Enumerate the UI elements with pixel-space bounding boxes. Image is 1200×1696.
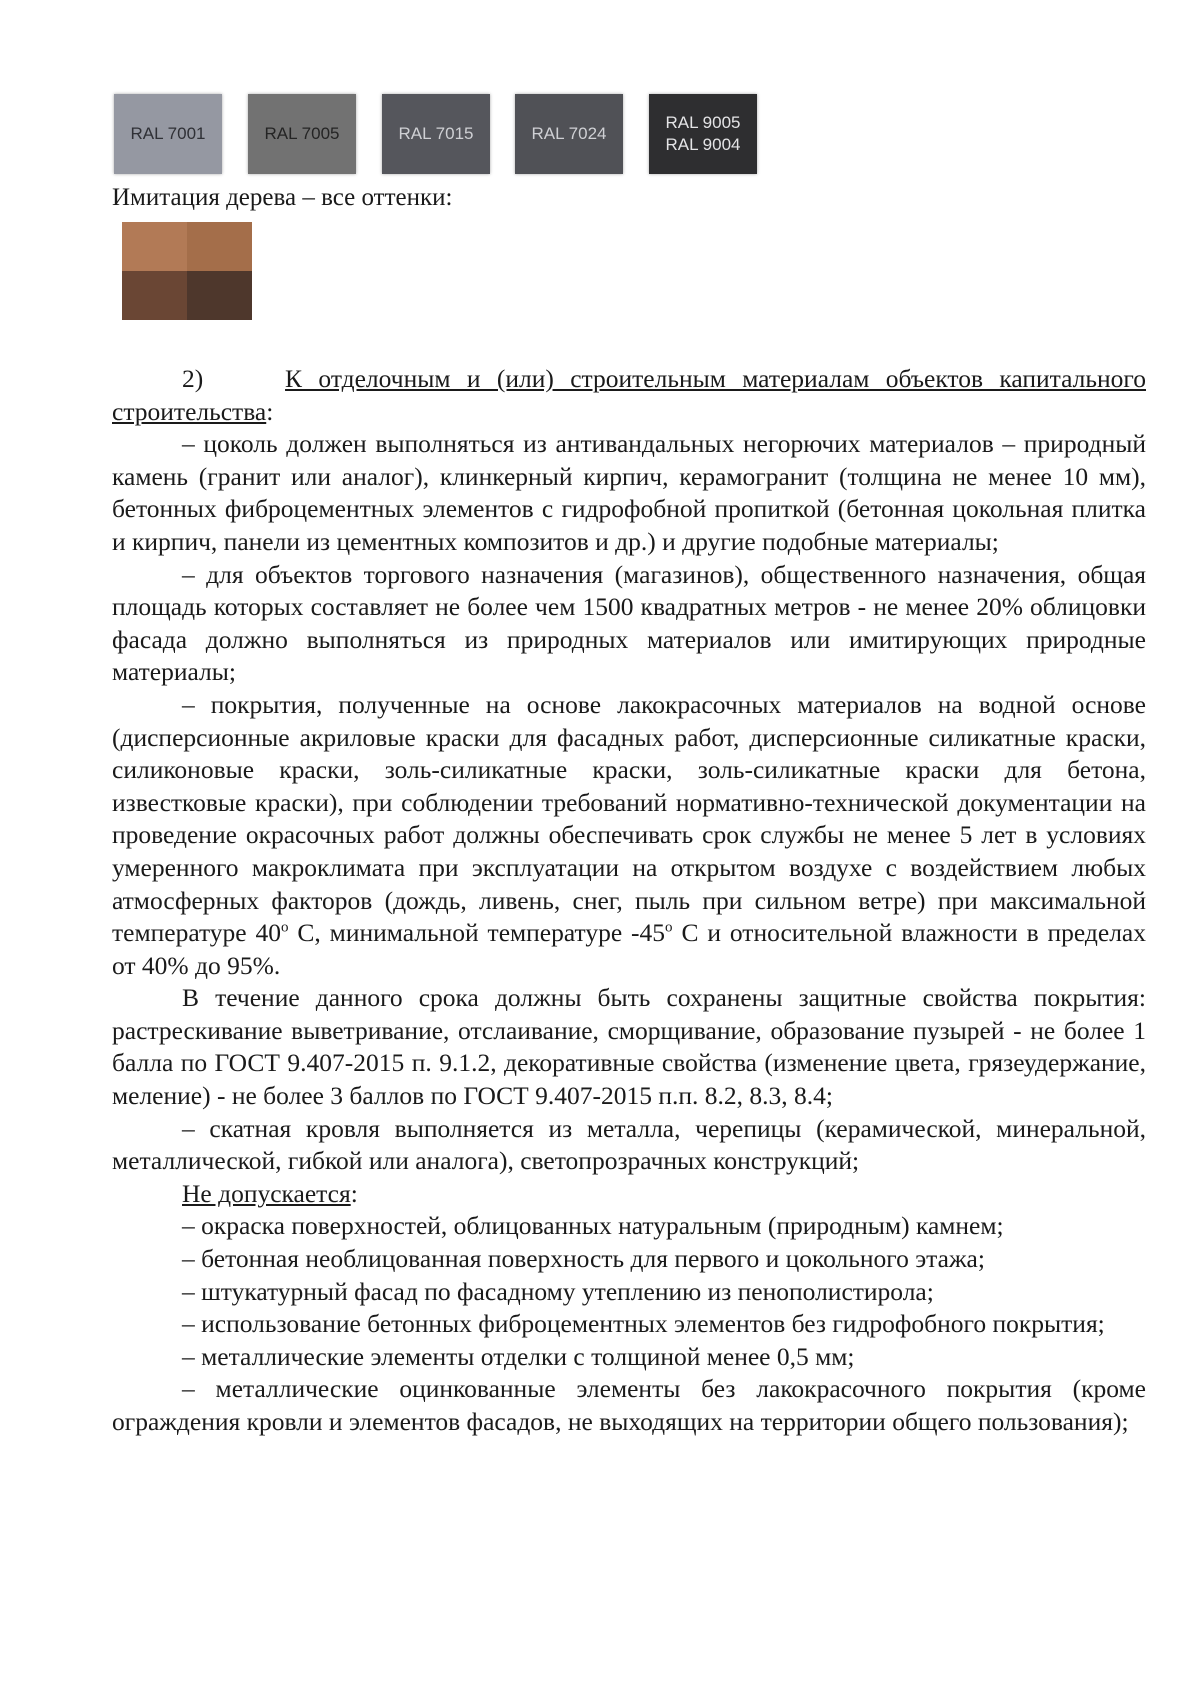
prohibited-item: – металлические элементы отделки с толщиной менее 0,5 мм;	[182, 1341, 855, 1371]
ral-swatch-label: RAL 7001	[130, 124, 206, 143]
prohibited-item: – бетонная необлицованная поверхность для первого и цокольного этажа;	[182, 1244, 985, 1274]
ral-swatch-9005-9004	[649, 94, 757, 174]
section-heading-text: К отделочным и (или) строительным материалам объектов капитального строительства	[112, 364, 1146, 426]
prohibited-item: – использование бетонных фиброцементных элементов без гидрофобного покрытия;	[182, 1309, 1105, 1339]
requirement-item: – цоколь должен выполняться из антивандальных негорючих материалов – природный камень (гранит или аналог), клинкерный кирпич, керамогранит (толщина не менее 10 мм), бетонных фиброцементных элементов с гидрофобной пропиткой (бетонная цокольная плитка и кирпич, панели из цементных композитов и др.) и другие подобные материалы;	[112, 429, 1146, 556]
document-body	[112, 363, 1146, 1439]
section-heading: 2) К отделочным и (или) строительным материалам объектов капитального строительства:	[112, 364, 1146, 426]
ral-swatch-label: RAL 9005	[665, 113, 741, 132]
prohibited-item: – металлические оцинкованные элементы без лакокрасочного покрытия (кроме ограждения кровли и элементов фасадов, не выходящих на территории общего пользования);	[112, 1374, 1146, 1436]
wood-tone	[122, 271, 187, 320]
requirement-item: – покрытия, полученные на основе лакокрасочных материалов на водной основе (дисперсионные акриловые краски для фасадных работ, дисперсионные силикатные краски, силиконовые краски, золь-силикатные краски, золь-силикатные краски для бетона, известковые краски), при соблюдении требований нормативно-технической документации на проведение окрасочных работ должны обеспечивать срок службы не менее 5 лет в условиях умеренного макроклимата при эксплуатации на открытом воздухе с воздействием любых атмосферных факторов (дождь, ливень, снег, пыль при сильном ветре) при максимальной температуре $40^о$ С, минимальной температуре $-45^о$ С и относительной влажности в пределах от 40% до 95%.	[112, 689, 1147, 980]
wood-tone	[122, 222, 187, 271]
requirement-item: – скатная кровля выполняется из металла, черепицы (керамической, минеральной, металлической, гибкой или аналога), светопрозрачных конструкций;	[112, 1113, 1146, 1176]
section-number: 2)	[182, 364, 204, 393]
wood-imitation-title: Имитация дерева – все оттенки:	[112, 184, 453, 211]
ral-swatch-label: RAL 9004	[665, 135, 741, 154]
not-allowed-heading: Не допускается:	[182, 1178, 358, 1208]
wood-tone	[187, 222, 252, 271]
ral-swatch-label: RAL 7015	[398, 124, 474, 143]
ral-swatch-7015	[382, 94, 490, 174]
wood-tone	[187, 271, 252, 320]
prohibited-item: – окраска поверхностей, облицованных натуральным (природным) камнем;	[182, 1211, 1004, 1241]
ral-swatch-7024	[515, 94, 623, 174]
requirement-item: – для объектов торгового назначения (магазинов), общественного назначения, общая площадь которых составляет не более чем 1500 квадратных метров - не менее 20% облицовки фасада должно выполняться из природных материалов или имитирующих природные материалы;	[112, 559, 1146, 687]
ral-swatch-7001	[114, 94, 222, 174]
wood-swatch	[122, 222, 252, 320]
prohibited-item: – штукатурный фасад по фасадному утеплению из пенополистирола;	[182, 1276, 934, 1306]
ral-swatch-label: RAL 7005	[264, 124, 340, 143]
ral-swatch-label: RAL 7024	[531, 124, 607, 143]
paragraph: В течение данного срока должны быть сохранены защитные свойства покрытия: растрескивание выветривание, отслаивание, сморщивание, образование пузырей - не более 1 балла по ГОСТ 9.407-2015 п. 9.1.2, декоративные свойства (изменение цвета, грязеудержание, меление) - не более 3 баллов по ГОСТ 9.407-2015 п.п. 8.2, 8.3, 8.4;	[112, 983, 1146, 1111]
ral-swatch-7005	[248, 94, 356, 174]
